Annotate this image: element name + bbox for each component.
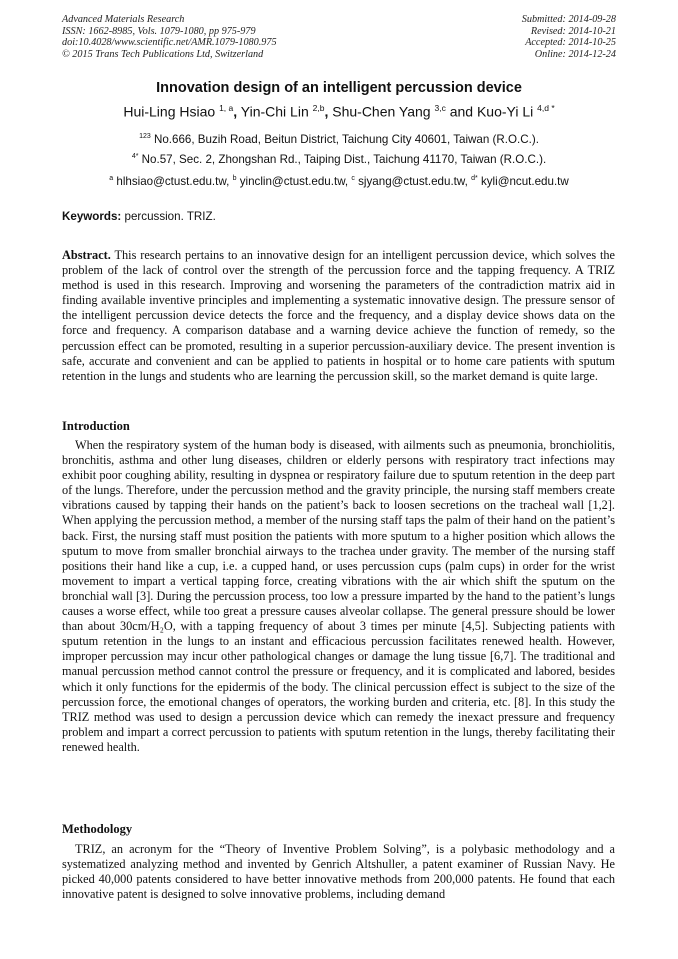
author-emails bbox=[0, 175, 678, 188]
online-date: Online: 2014-12-24 bbox=[534, 48, 616, 60]
issn-line: ISSN: 1662-8985, Vols. 1079-1080, pp 975-979 bbox=[62, 25, 256, 37]
submitted-date: Submitted: 2014-09-28 bbox=[521, 14, 616, 25]
affiliation-mark: 4* bbox=[131, 153, 139, 161]
abstract-paragraph bbox=[62, 248, 615, 384]
author-affiliation-mark: 2,b bbox=[312, 103, 325, 113]
journal-info bbox=[62, 14, 277, 60]
keywords-text: percussion. TRIZ. bbox=[124, 210, 216, 223]
author-affiliation-mark: 3,c bbox=[434, 103, 446, 113]
introduction-paragraph: When the respiratory system of the human body is diseased, with ailments such as pneumonia, bronchiolitis, bronchitis, asthma and other lung diseases, children or elderly persons with respiratory tract infections may exhibit poor coughing ability, resulting in dyspnea or respiratory failure due to sputum retention in the deep part of the lungs. Therefore, under the percussion method and the gravity principle, the nursing staff members create vibrations caused by tapping their hands on the patient’s back to loosen secretions on the tracheal wall [1,2]. When applying the percussion method, a member of the nursing staff taps the palm of their hand on the patient’s back. First, the nursing staff must position the patients with more sputum to a higher position which allows the sputum to move from smaller bronchial airways to the trachea under gravity. The member of the nursing staff positions their hand like a cup, i.e. a cupped hand, or uses percussion cups (palm cups) in order for the wrist movement to impart a vertical tapping force, creating vibrations with the air which shift the sputum on the bronchial wall [3]. During the percussion process, too low a pressure imparted by the hand to the patient’s lungs causes a worse effect, while too great a pressure causes alveolar collapse. The general pressure should be lower than about 30cm/H₂O, with a tapping frequency of about 3 times per minute [4,5]. Subjecting patients with sputum retention in the lungs to an instant and efficacious percussion facilitates renewed health. However, improper percussion may incur other pathological changes or damage the lung tissue [6,7]. The traditional and manual percussion method cannot control the pressure or frequency, and it is complicated and labored, besides which it only functions for the epidermis of the body. The clinical percussion effect is subject to the size of the percussion force, the emotional changes of operators, the working burden and criteria, etc. [8]. In this study the TRIZ method was used to design a percussion device which can remedy the inexact pressure and frequency problem and impart a correct percussion to patients with sputum retention in the lungs, thereby facilitating their renewed health. bbox=[62, 438, 615, 754]
methodology-heading: Methodology bbox=[62, 822, 133, 836]
author-list: Hui-Ling Hsiao $^{1, a}$, Yin-Chi Lin $^{2,b}$, Shu-Chen Yang $^{3,c}$ and Kuo-Yi Li $^{4,d *}$ bbox=[123, 103, 555, 120]
author-name: Yin-Chi Lin bbox=[240, 103, 309, 120]
email-address: hlhsiao@ctust.edu.tw, bbox=[116, 175, 230, 188]
revised-date: Revised: 2014-10-21 bbox=[530, 25, 616, 37]
abstract-label: Abstract. bbox=[62, 248, 111, 262]
keywords bbox=[62, 210, 216, 223]
affiliation-mark: 123 bbox=[139, 133, 151, 141]
introduction-heading: Introduction bbox=[62, 419, 130, 433]
copyright-line: © 2015 Trans Tech Publications Ltd, Switzerland bbox=[62, 48, 264, 60]
email-mark: b bbox=[232, 175, 237, 183]
accepted-date: Accepted: 2014-10-25 bbox=[525, 37, 616, 49]
author-affiliation-mark: 4,d * bbox=[537, 103, 555, 113]
affiliation-address: No.57, Sec. 2, Zhongshan Rd., Taiping Dist., Taichung 41170, Taiwan (R.O.C.). bbox=[141, 153, 547, 166]
email-address: sjyang@ctust.edu.tw, bbox=[358, 175, 468, 188]
affiliation-1 bbox=[0, 133, 678, 146]
affiliation-2 bbox=[0, 153, 678, 166]
email-address: kyli@ncut.edu.tw bbox=[480, 175, 569, 188]
email-mark: c bbox=[351, 175, 355, 183]
methodology-paragraph: TRIZ, an acronym for the “Theory of Inventive Problem Solving”, is a polybasic methodology and a systematized analyzing method and invented by Genrich Altshuller, a patent examiner of Russian Navy. He picked 40,000 patents considered to have better innovative methods from 200,000 patents. He found that each innovative patent is designed to solve innovative problems, including demand bbox=[62, 842, 615, 902]
email-address: yinclin@ctust.edu.tw, bbox=[239, 175, 349, 188]
email-mark: a bbox=[109, 175, 114, 183]
affiliation-address: No.666, Buzih Road, Beitun District, Taichung City 40601, Taiwan (R.O.C.). bbox=[153, 133, 539, 146]
submission-dates bbox=[522, 14, 616, 60]
paper-title: Innovation design of an intelligent percussion device bbox=[156, 80, 522, 96]
author-name: Hui-Ling Hsiao bbox=[123, 103, 216, 120]
author-conjunction: and bbox=[449, 103, 474, 120]
doi-line: doi:10.4028/www.scientific.net/AMR.1079-1080.975 bbox=[62, 37, 277, 49]
email-mark: d* bbox=[471, 175, 478, 183]
author-affiliation-mark: 1, a bbox=[219, 103, 234, 113]
author-name: Shu-Chen Yang bbox=[332, 103, 431, 120]
abstract-text: This research pertains to an innovative design for an intelligent percussion device, which solves the problem of the lack of control over the strength of the percussion force and the tapping frequency. A TRIZ method is used in this research. Improving and worsening the parameters of the contradiction matrix aid in finding available inventive principles and implementing a systematic innovative design. The pressure sensor of the intelligent percussion device detects the force and the frequency, and a display device shows data on the force and frequency. A comparison database and a warning device achieve the function of remedy, so the percussion effect can be promoted, resulting in a superior percussion-auxiliary device. The present invention is safe, accurate and convenient and can be applied to patients in hospital or to home care patients with sputum retention in the lungs and students who are learning the percussion skill, so the market demand is quite large. bbox=[62, 248, 615, 383]
keywords-label: Keywords: bbox=[62, 210, 122, 223]
author-name: Kuo-Yi Li bbox=[476, 103, 534, 120]
journal-name: Advanced Materials Research bbox=[62, 14, 185, 25]
